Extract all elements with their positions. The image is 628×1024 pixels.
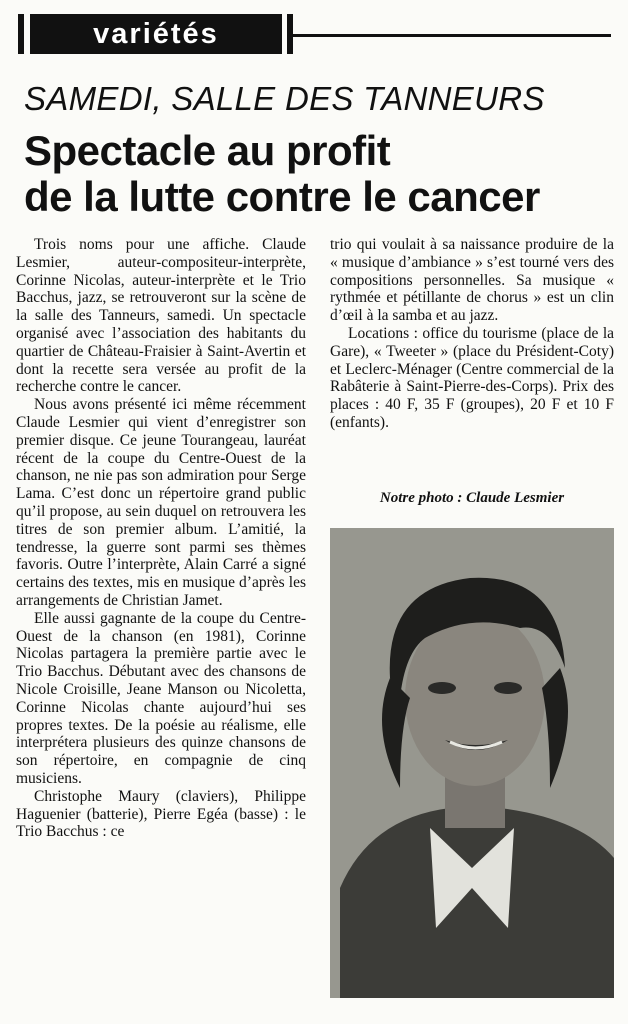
photo-caption: Notre photo : Claude Lesmier <box>379 490 565 506</box>
paragraph: Christophe Maury (claviers), Philippe Haguenier (batterie), Pierre Egéa (basse) : le Trio Bacchus : ce <box>16 787 306 841</box>
headline-line-1: Spectacle au profit <box>24 127 391 174</box>
section-rubric: variétés <box>30 14 282 54</box>
rubric-left-bar <box>18 14 24 54</box>
paragraph: trio qui voulait à sa naissance produire de la « musique d’ambiance » s’est tourné vers des compositions personnelles. Sa musique « rythmée et pétillante de chorus » est un clin d’œil à la samba et au jazz. <box>330 236 614 325</box>
rubric-rule <box>293 34 611 37</box>
kicker: SAMEDI, SALLE DES TANNEURS <box>24 80 545 117</box>
article-column-right <box>330 236 614 432</box>
portrait-illustration <box>330 528 614 998</box>
paragraph: Elle aussi gagnante de la coupe du Centre-Ouest de la chanson (en 1981), Corinne Nicolas partagera la première partie avec le Trio Bacchus. Débutant avec des chansons de Nicole Croisille, Jeane Manson ou Nicoletta, Corinne Nicolas chante aujourd’hui ses propres textes. De la poésie au réalisme, elle interprétera plusieurs des quinze chansons de son répertoire, en compagnie de cinq musiciens. <box>16 609 306 787</box>
paragraph: Locations : office du tourisme (place de la Gare), « Tweeter » (place du Président-Coty) et Leclerc-Ménager (Centre commercial de la Rabâterie à Saint-Pierre-des-Corps). Prix des places : 40 F, 35 F (groupes), 20 F et 10 F (enfants). <box>330 324 614 431</box>
headline-line-2: de la lutte contre le cancer <box>24 173 540 220</box>
article-column-left <box>16 236 306 841</box>
headline <box>24 128 624 220</box>
paragraph: Trois noms pour une affiche. Claude Lesmier, auteur-compositeur-interprète, Corinne Nicolas, auteur-interprète et le Trio Bacchus, jazz, se retrouveront sur la scène de la salle des Tanneurs, samedi. Un spectacle organisé avec l’association des habitants du quartier de Château-Fraisier à Saint-Avertin et dont la recette sera versée au profit de la recherche contre le cancer. <box>16 236 306 396</box>
portrait-photo <box>330 528 614 998</box>
paragraph: Nous avons présenté ici même récemment Claude Lesmier qui vient d’enregistrer son premier disque. Ce jeune Tourangeau, lauréat récent de la coupe du Centre-Ouest de la chanson, ne nie pas son admiration pour Serge Lama. C’est donc un répertoire grand public qu’il propose, au sein duquel on retrouvera les titres de son premier album. L’amitié, la tendresse, la guerre sont parmi ses thèmes favoris. Outre l’interprète, Alain Carré a signé certains des textes, mis en musique d’après les arrangements de Christian Jamet. <box>16 396 306 609</box>
